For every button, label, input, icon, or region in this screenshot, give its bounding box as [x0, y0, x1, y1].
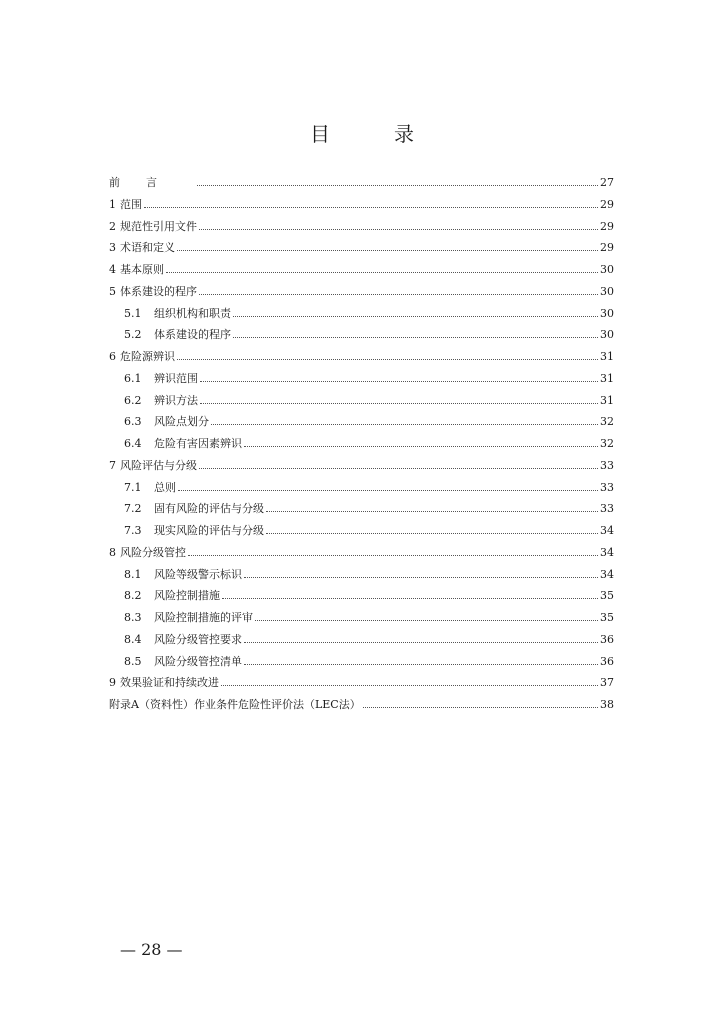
toc-page-number: 35	[600, 589, 614, 603]
toc-entry-6[interactable]	[109, 346, 614, 368]
toc-page-number: 34	[600, 524, 614, 537]
toc-leader-dots	[222, 598, 598, 599]
toc-leader-dots	[197, 185, 598, 186]
toc-label: 危险源辨识	[120, 350, 175, 363]
toc-entry-2[interactable]	[109, 216, 614, 238]
toc-label: 前言	[109, 176, 183, 189]
toc-number: 8.2	[124, 589, 142, 603]
toc-number: 8.4	[124, 632, 142, 646]
toc-entry-8-1[interactable]	[109, 564, 614, 586]
toc-leader-dots	[363, 707, 598, 708]
toc-label: 基本原则	[120, 263, 164, 276]
toc-entry-8-4[interactable]	[109, 629, 614, 651]
toc-label: 辨识方法	[154, 393, 198, 407]
toc-page-number: 31	[600, 350, 614, 363]
toc-label: 体系建设的程序	[120, 284, 197, 298]
toc-number: 5.1	[124, 306, 142, 320]
toc-leader-dots	[200, 403, 598, 404]
toc-label: 危险有害因素辨识	[154, 437, 242, 450]
toc-leader-dots	[233, 316, 598, 317]
toc-label: 风险评估与分级	[120, 458, 197, 472]
toc-page-number: 29	[600, 241, 614, 255]
toc-page-number: 38	[600, 698, 614, 711]
toc-page-number: 32	[600, 437, 614, 450]
toc-page-number: 36	[600, 654, 614, 668]
toc-page-number: 30	[600, 284, 614, 298]
toc-page-number: 33	[600, 502, 614, 516]
toc-number: 8.3	[124, 611, 142, 624]
toc-page-number: 30	[600, 328, 614, 342]
toc-entry-5-2[interactable]	[109, 324, 614, 346]
toc-entry-7-2[interactable]	[109, 498, 614, 520]
toc-label: 范围	[120, 197, 142, 211]
toc-entry-6-1[interactable]	[109, 368, 614, 390]
toc-page-number: 34	[600, 567, 614, 581]
toc-label: 风险分级管控清单	[154, 654, 242, 668]
toc-page-number: 29	[600, 197, 614, 211]
toc-page-number: 33	[600, 458, 614, 472]
toc-entry-7-3[interactable]	[109, 520, 614, 542]
toc-entry-4[interactable]	[109, 259, 614, 281]
toc-page-number: 31	[600, 371, 614, 385]
toc-page-number: 34	[600, 545, 614, 559]
toc-entry-6-2[interactable]	[109, 390, 614, 412]
toc-leader-dots	[188, 555, 598, 556]
toc-entry-7-1[interactable]	[109, 477, 614, 499]
page-title: 目 录	[310, 122, 436, 146]
toc-leader-dots	[244, 642, 598, 643]
toc-number: 4	[109, 263, 116, 276]
toc-entry-appendix-a[interactable]	[109, 694, 614, 716]
toc-number: 5.2	[124, 328, 142, 342]
toc-leader-dots	[233, 337, 598, 338]
toc-page-number: 36	[600, 632, 614, 646]
toc-label: 固有风险的评估与分级	[154, 502, 264, 516]
toc-label: 风险分级管控	[120, 545, 186, 559]
toc-page-number: 30	[600, 263, 614, 276]
toc-label: 风险控制措施的评审	[154, 611, 253, 624]
toc-leader-dots	[211, 424, 598, 425]
toc-leader-dots	[255, 620, 598, 621]
toc-label: 风险点划分	[154, 415, 209, 429]
toc-page-number: 33	[600, 480, 614, 494]
toc-number: 8	[109, 545, 116, 559]
toc-entry-8[interactable]	[109, 542, 614, 564]
toc-label: 现实风险的评估与分级	[154, 524, 264, 537]
toc-leader-dots	[166, 272, 598, 273]
toc-number: 7.1	[124, 480, 142, 494]
toc-entry-5-1[interactable]	[109, 303, 614, 325]
toc-leader-dots	[199, 294, 598, 295]
toc-leader-dots	[244, 446, 598, 447]
toc-page-number: 35	[600, 611, 614, 624]
toc-entry-6-4[interactable]	[109, 433, 614, 455]
toc-number: 8.5	[124, 654, 142, 668]
toc-label: 辨识范围	[154, 371, 198, 385]
toc-number: 6	[109, 350, 116, 363]
toc-label: 风险等级警示标识	[154, 567, 242, 581]
toc-label: 效果验证和持续改进	[120, 676, 219, 690]
toc-number: 2	[109, 219, 116, 233]
toc-number: 6.2	[124, 393, 142, 407]
toc-label: 风险控制措施	[154, 589, 220, 603]
toc-leader-dots	[199, 468, 598, 469]
toc-entry-8-3[interactable]	[109, 607, 614, 629]
toc-label: 组织机构和职责	[154, 306, 231, 320]
toc-number: 5	[109, 284, 116, 298]
toc-label: 术语和定义	[120, 241, 175, 255]
toc-entry-8-5[interactable]	[109, 651, 614, 673]
toc-leader-dots	[199, 229, 598, 230]
toc-number: 6.4	[124, 437, 142, 450]
toc-entry-3[interactable]	[109, 237, 614, 259]
toc-leader-dots	[177, 359, 598, 360]
toc-page-number: 27	[600, 176, 614, 189]
toc-entry-preface[interactable]	[109, 172, 614, 194]
toc-number: 7.2	[124, 502, 142, 516]
toc-page-number: 29	[600, 219, 614, 233]
toc-number: 1	[109, 197, 116, 211]
toc-label: 体系建设的程序	[154, 328, 231, 342]
toc-leader-dots	[221, 685, 598, 686]
toc-page-number: 30	[600, 306, 614, 320]
page-number-footer: — 28 —	[120, 940, 183, 959]
toc-entry-1[interactable]	[109, 194, 614, 216]
toc-leader-dots	[266, 511, 598, 512]
toc-label: 附录A（资料性）作业条件危险性评价法（LEC法）	[109, 698, 361, 711]
toc-entry-5[interactable]	[109, 281, 614, 303]
toc-leader-dots	[266, 533, 598, 534]
table-of-contents	[109, 172, 614, 716]
toc-leader-dots	[244, 664, 598, 665]
toc-leader-dots	[200, 381, 598, 382]
toc-leader-dots	[178, 490, 598, 491]
toc-leader-dots	[177, 250, 598, 251]
toc-number: 3	[109, 241, 116, 255]
toc-entry-7[interactable]	[109, 455, 614, 477]
toc-label: 总则	[154, 480, 176, 494]
toc-entry-6-3[interactable]	[109, 411, 614, 433]
toc-leader-dots	[144, 207, 598, 208]
toc-leader-dots	[244, 577, 598, 578]
toc-number: 7.3	[124, 524, 142, 537]
toc-page-number: 32	[600, 415, 614, 429]
toc-number: 7	[109, 458, 116, 472]
toc-number: 6.3	[124, 415, 142, 429]
toc-label: 规范性引用文件	[120, 219, 197, 233]
toc-number: 8.1	[124, 567, 142, 581]
toc-entry-8-2[interactable]	[109, 585, 614, 607]
toc-page-number: 37	[600, 676, 614, 690]
toc-entry-9[interactable]	[109, 672, 614, 694]
toc-number: 9	[109, 676, 116, 690]
toc-label: 风险分级管控要求	[154, 632, 242, 646]
toc-page-number: 31	[600, 393, 614, 407]
toc-number: 6.1	[124, 371, 142, 385]
